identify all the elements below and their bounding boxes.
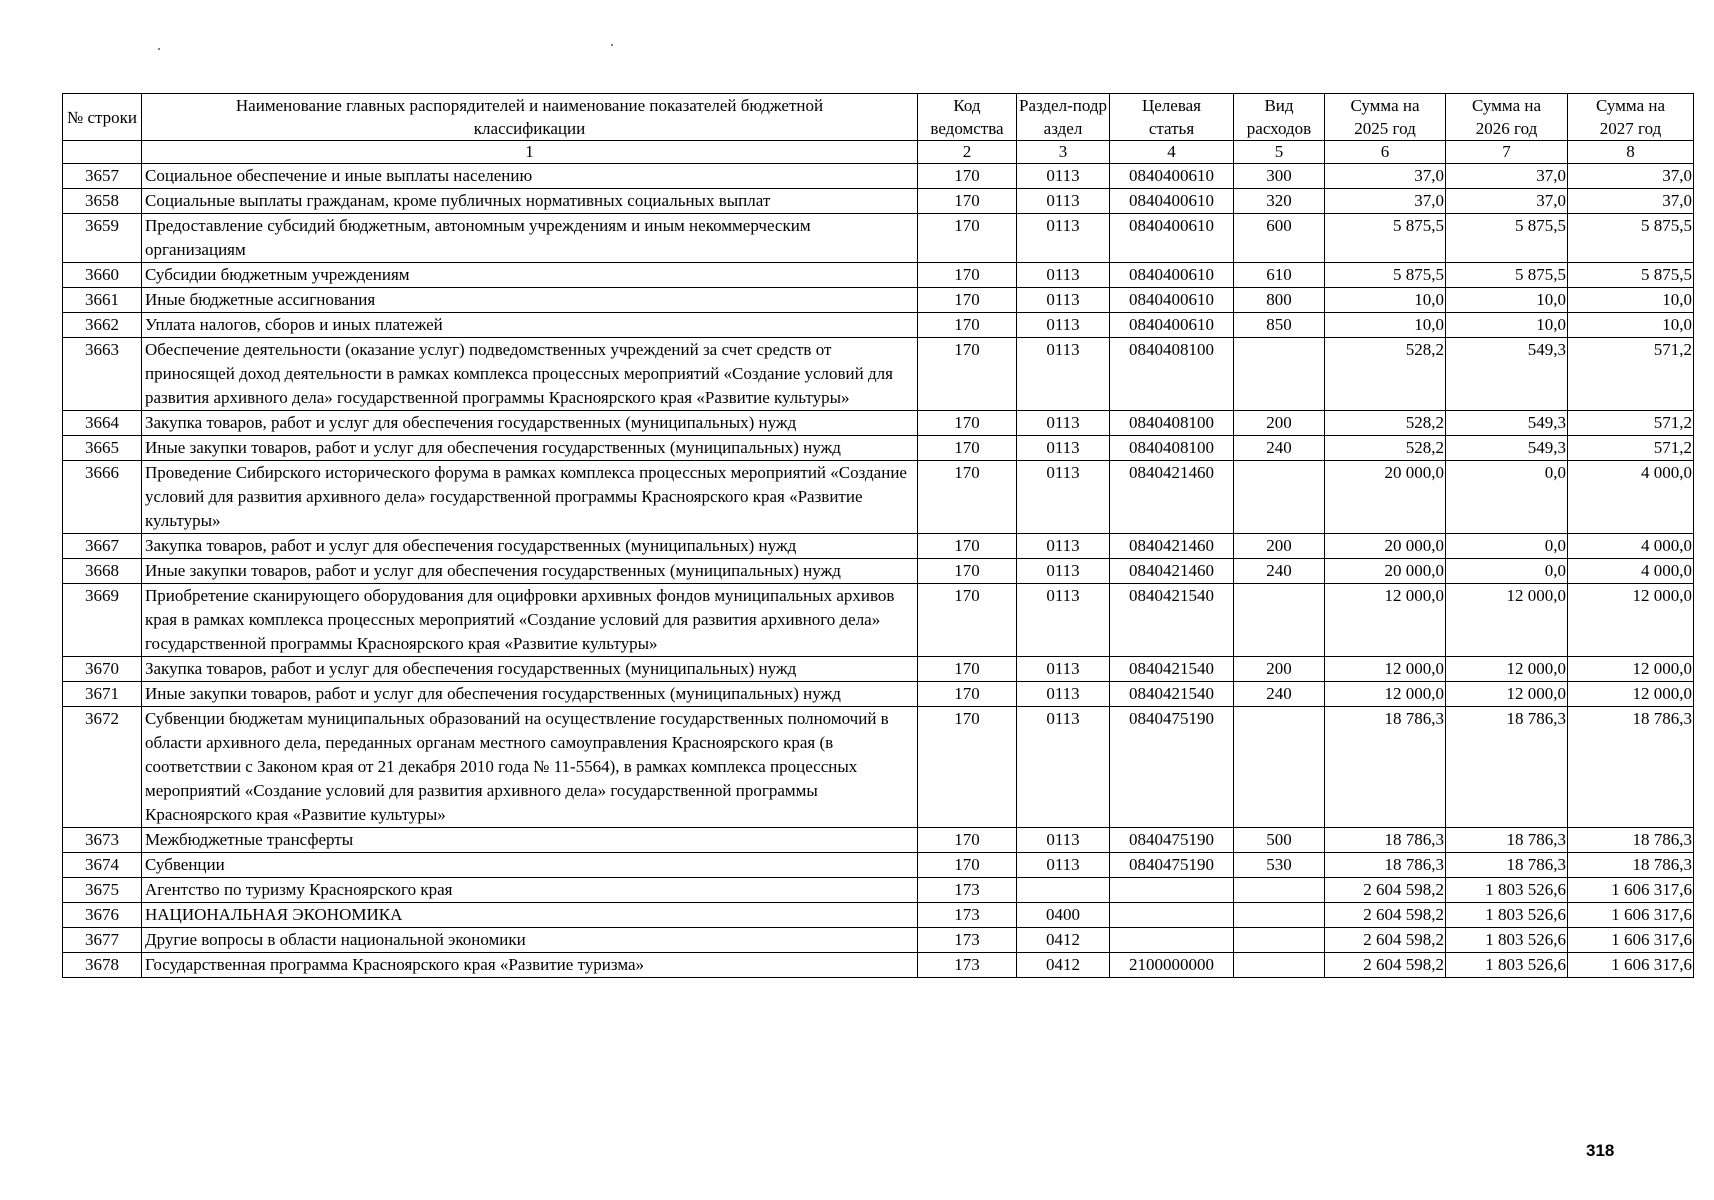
header-row — [63, 94, 1694, 141]
sum-2025-cell: 2 604 598,2 — [1325, 928, 1446, 953]
dept-code-cell: 170 — [918, 828, 1017, 853]
section-cell: 0113 — [1017, 338, 1110, 411]
sum-2025-cell: 20 000,0 — [1325, 559, 1446, 584]
row-number-cell: 3670 — [63, 657, 142, 682]
sum-2026-cell: 37,0 — [1446, 189, 1568, 214]
row-number-cell: 3658 — [63, 189, 142, 214]
section-cell: 0113 — [1017, 189, 1110, 214]
table-row — [63, 903, 1694, 928]
row-number-cell: 3666 — [63, 461, 142, 534]
row-number-cell: 3678 — [63, 953, 142, 978]
expense-type-cell: 240 — [1234, 682, 1325, 707]
table-row — [63, 534, 1694, 559]
expense-type-cell: 610 — [1234, 263, 1325, 288]
sum-2026-cell: 0,0 — [1446, 461, 1568, 534]
row-name-cell: Субвенции бюджетам муниципальных образований на осуществление государственных полномочий в области архивного дела, переданных органам местного самоуправления Красноярского края (в соответствии с Законом края от 21 декабря 2010 года № 11-5564), в рамках комплекса процессных мероприятий «Создание условий для развития архивного дела» государственной программы Красноярского края «Развитие культуры» — [142, 707, 918, 828]
row-name-cell: Приобретение сканирующего оборудования для оцифровки архивных фондов муниципальных архивов края в рамках комплекса процессных мероприятий «Создание условий для развития архивного дела» государственной программы Красноярского края «Развитие культуры» — [142, 584, 918, 657]
table-row — [63, 338, 1694, 411]
column-index-cell: 3 — [1017, 141, 1110, 164]
budget-sheet — [62, 93, 1694, 978]
section-cell: 0113 — [1017, 682, 1110, 707]
target-cell — [1110, 878, 1234, 903]
table-row — [63, 189, 1694, 214]
dept-code-cell: 170 — [918, 338, 1017, 411]
header-sum-2026: Сумма на 2026 год — [1446, 94, 1568, 141]
expense-type-cell — [1234, 953, 1325, 978]
row-name-cell: НАЦИОНАЛЬНАЯ ЭКОНОМИКА — [142, 903, 918, 928]
row-number-cell: 3675 — [63, 878, 142, 903]
expense-type-cell — [1234, 584, 1325, 657]
row-number-cell: 3674 — [63, 853, 142, 878]
target-cell: 0840400610 — [1110, 263, 1234, 288]
row-number-cell: 3672 — [63, 707, 142, 828]
sum-2025-cell: 20 000,0 — [1325, 534, 1446, 559]
row-number-cell: 3660 — [63, 263, 142, 288]
sum-2027-cell: 4 000,0 — [1568, 461, 1694, 534]
target-cell: 0840475190 — [1110, 707, 1234, 828]
table-row — [63, 411, 1694, 436]
column-index-cell — [63, 141, 142, 164]
header-sum-2025: Сумма на 2025 год — [1325, 94, 1446, 141]
sum-2026-cell: 18 786,3 — [1446, 707, 1568, 828]
expense-type-cell — [1234, 878, 1325, 903]
sum-2026-cell: 12 000,0 — [1446, 657, 1568, 682]
column-index-cell: 1 — [142, 141, 918, 164]
section-cell: 0113 — [1017, 584, 1110, 657]
section-cell: 0113 — [1017, 411, 1110, 436]
target-cell: 0840421460 — [1110, 559, 1234, 584]
row-name-cell: Другие вопросы в области национальной экономики — [142, 928, 918, 953]
table-row — [63, 263, 1694, 288]
row-name-cell: Субсидии бюджетным учреждениям — [142, 263, 918, 288]
sum-2026-cell: 1 803 526,6 — [1446, 953, 1568, 978]
dept-code-cell: 170 — [918, 682, 1017, 707]
target-cell: 0840475190 — [1110, 853, 1234, 878]
sum-2026-cell: 37,0 — [1446, 164, 1568, 189]
dept-code-cell: 170 — [918, 534, 1017, 559]
dept-code-cell: 170 — [918, 707, 1017, 828]
section-cell: 0113 — [1017, 707, 1110, 828]
dept-code-cell: 170 — [918, 214, 1017, 263]
sum-2026-cell: 12 000,0 — [1446, 584, 1568, 657]
sum-2027-cell: 18 786,3 — [1568, 853, 1694, 878]
sum-2026-cell: 549,3 — [1446, 338, 1568, 411]
row-name-cell: Иные бюджетные ассигнования — [142, 288, 918, 313]
table-row — [63, 214, 1694, 263]
sum-2025-cell: 2 604 598,2 — [1325, 903, 1446, 928]
target-cell: 2100000000 — [1110, 953, 1234, 978]
table-row — [63, 953, 1694, 978]
dept-code-cell: 170 — [918, 853, 1017, 878]
sum-2026-cell: 5 875,5 — [1446, 214, 1568, 263]
row-name-cell: Государственная программа Красноярского края «Развитие туризма» — [142, 953, 918, 978]
row-name-cell: Предоставление субсидий бюджетным, автономным учреждениям и иным некоммерческим организациям — [142, 214, 918, 263]
row-name-cell: Субвенции — [142, 853, 918, 878]
dept-code-cell: 173 — [918, 878, 1017, 903]
row-name-cell: Закупка товаров, работ и услуг для обеспечения государственных (муниципальных) нужд — [142, 534, 918, 559]
sum-2027-cell: 4 000,0 — [1568, 534, 1694, 559]
sum-2027-cell: 5 875,5 — [1568, 214, 1694, 263]
sum-2025-cell: 18 786,3 — [1325, 707, 1446, 828]
sum-2027-cell: 1 606 317,6 — [1568, 928, 1694, 953]
target-cell — [1110, 903, 1234, 928]
dept-code-cell: 170 — [918, 461, 1017, 534]
section-cell: 0113 — [1017, 214, 1110, 263]
expense-type-cell: 200 — [1234, 411, 1325, 436]
header-dept-code: Код ведомства — [918, 94, 1017, 141]
table-row — [63, 288, 1694, 313]
target-cell: 0840400610 — [1110, 288, 1234, 313]
sum-2026-cell: 0,0 — [1446, 559, 1568, 584]
section-cell: 0113 — [1017, 828, 1110, 853]
row-name-cell: Иные закупки товаров, работ и услуг для обеспечения государственных (муниципальных) нужд — [142, 559, 918, 584]
dept-code-cell: 170 — [918, 263, 1017, 288]
expense-type-cell — [1234, 928, 1325, 953]
sum-2025-cell: 528,2 — [1325, 411, 1446, 436]
target-cell: 0840400610 — [1110, 189, 1234, 214]
section-cell: 0113 — [1017, 164, 1110, 189]
table-row — [63, 828, 1694, 853]
sum-2025-cell: 37,0 — [1325, 189, 1446, 214]
row-name-cell: Обеспечение деятельности (оказание услуг) подведомственных учреждений за счет средств от приносящей доход деятельности в рамках комплекса процессных мероприятий «Создание условий для развития архивного дела» государственной программы Красноярского края «Развитие культуры» — [142, 338, 918, 411]
expense-type-cell: 200 — [1234, 657, 1325, 682]
header-target: Целевая статья — [1110, 94, 1234, 141]
row-number-cell: 3667 — [63, 534, 142, 559]
expense-type-cell: 500 — [1234, 828, 1325, 853]
target-cell: 0840475190 — [1110, 828, 1234, 853]
sum-2025-cell: 5 875,5 — [1325, 263, 1446, 288]
row-number-cell: 3665 — [63, 436, 142, 461]
section-cell: 0113 — [1017, 263, 1110, 288]
row-name-cell: Межбюджетные трансферты — [142, 828, 918, 853]
row-number-cell: 3663 — [63, 338, 142, 411]
table-row — [63, 657, 1694, 682]
section-cell — [1017, 878, 1110, 903]
target-cell: 0840400610 — [1110, 164, 1234, 189]
row-name-cell: Социальное обеспечение и иные выплаты населению — [142, 164, 918, 189]
column-index-cell: 6 — [1325, 141, 1446, 164]
sum-2027-cell: 10,0 — [1568, 288, 1694, 313]
target-cell — [1110, 928, 1234, 953]
column-index-cell: 8 — [1568, 141, 1694, 164]
sum-2026-cell: 1 803 526,6 — [1446, 928, 1568, 953]
target-cell: 0840408100 — [1110, 436, 1234, 461]
sum-2026-cell: 18 786,3 — [1446, 828, 1568, 853]
header-sum-2027: Сумма на 2027 год — [1568, 94, 1694, 141]
table-row — [63, 682, 1694, 707]
row-name-cell: Иные закупки товаров, работ и услуг для обеспечения государственных (муниципальных) нужд — [142, 436, 918, 461]
sum-2027-cell: 571,2 — [1568, 411, 1694, 436]
sum-2026-cell: 0,0 — [1446, 534, 1568, 559]
expense-type-cell: 320 — [1234, 189, 1325, 214]
target-cell: 0840421460 — [1110, 534, 1234, 559]
sum-2025-cell: 12 000,0 — [1325, 682, 1446, 707]
section-cell: 0113 — [1017, 534, 1110, 559]
sum-2027-cell: 1 606 317,6 — [1568, 878, 1694, 903]
expense-type-cell: 850 — [1234, 313, 1325, 338]
sum-2027-cell: 18 786,3 — [1568, 707, 1694, 828]
sum-2027-cell: 12 000,0 — [1568, 682, 1694, 707]
sum-2026-cell: 1 803 526,6 — [1446, 878, 1568, 903]
sum-2026-cell: 5 875,5 — [1446, 263, 1568, 288]
table-row — [63, 559, 1694, 584]
sum-2027-cell: 10,0 — [1568, 313, 1694, 338]
dept-code-cell: 170 — [918, 436, 1017, 461]
sum-2025-cell: 10,0 — [1325, 288, 1446, 313]
sum-2027-cell: 5 875,5 — [1568, 263, 1694, 288]
table-row — [63, 436, 1694, 461]
section-cell: 0412 — [1017, 953, 1110, 978]
dept-code-cell: 170 — [918, 313, 1017, 338]
section-cell: 0113 — [1017, 313, 1110, 338]
row-number-cell: 3676 — [63, 903, 142, 928]
sum-2025-cell: 2 604 598,2 — [1325, 878, 1446, 903]
target-cell: 0840421460 — [1110, 461, 1234, 534]
sum-2027-cell: 37,0 — [1568, 164, 1694, 189]
dept-code-cell: 173 — [918, 953, 1017, 978]
sum-2027-cell: 18 786,3 — [1568, 828, 1694, 853]
column-index-cell: 4 — [1110, 141, 1234, 164]
row-number-cell: 3662 — [63, 313, 142, 338]
sum-2025-cell: 18 786,3 — [1325, 853, 1446, 878]
dept-code-cell: 173 — [918, 928, 1017, 953]
expense-type-cell: 530 — [1234, 853, 1325, 878]
table-row — [63, 461, 1694, 534]
sum-2025-cell: 12 000,0 — [1325, 657, 1446, 682]
sum-2026-cell: 18 786,3 — [1446, 853, 1568, 878]
row-name-cell: Проведение Сибирского исторического форума в рамках комплекса процессных мероприятий «Создание условий для развития архивного дела» государственной программы Красноярского края «Развитие культуры» — [142, 461, 918, 534]
sum-2026-cell: 549,3 — [1446, 411, 1568, 436]
row-number-cell: 3657 — [63, 164, 142, 189]
sum-2026-cell: 10,0 — [1446, 288, 1568, 313]
table-row — [63, 878, 1694, 903]
sum-2026-cell: 10,0 — [1446, 313, 1568, 338]
table-row — [63, 313, 1694, 338]
row-name-cell: Агентство по туризму Красноярского края — [142, 878, 918, 903]
row-number-cell: 3673 — [63, 828, 142, 853]
row-number-cell: 3668 — [63, 559, 142, 584]
header-row-no: № строки — [63, 94, 142, 141]
expense-type-cell — [1234, 903, 1325, 928]
dept-code-cell: 170 — [918, 288, 1017, 313]
section-cell: 0113 — [1017, 461, 1110, 534]
row-name-cell: Уплата налогов, сборов и иных платежей — [142, 313, 918, 338]
header-expense-type: Вид расходов — [1234, 94, 1325, 141]
expense-type-cell: 240 — [1234, 559, 1325, 584]
sum-2025-cell: 18 786,3 — [1325, 828, 1446, 853]
table-row — [63, 584, 1694, 657]
dept-code-cell: 170 — [918, 164, 1017, 189]
target-cell: 0840408100 — [1110, 411, 1234, 436]
sum-2027-cell: 571,2 — [1568, 338, 1694, 411]
sum-2025-cell: 10,0 — [1325, 313, 1446, 338]
sum-2025-cell: 12 000,0 — [1325, 584, 1446, 657]
row-number-cell: 3669 — [63, 584, 142, 657]
sum-2026-cell: 12 000,0 — [1446, 682, 1568, 707]
sum-2027-cell: 1 606 317,6 — [1568, 903, 1694, 928]
expense-type-cell — [1234, 707, 1325, 828]
expense-type-cell: 240 — [1234, 436, 1325, 461]
section-cell: 0113 — [1017, 853, 1110, 878]
expense-type-cell: 600 — [1234, 214, 1325, 263]
dept-code-cell: 173 — [918, 903, 1017, 928]
column-index-cell: 5 — [1234, 141, 1325, 164]
target-cell: 0840400610 — [1110, 313, 1234, 338]
table-row — [63, 707, 1694, 828]
target-cell: 0840421540 — [1110, 682, 1234, 707]
row-name-cell: Закупка товаров, работ и услуг для обеспечения государственных (муниципальных) нужд — [142, 657, 918, 682]
section-cell: 0113 — [1017, 436, 1110, 461]
sum-2027-cell: 4 000,0 — [1568, 559, 1694, 584]
sum-2025-cell: 37,0 — [1325, 164, 1446, 189]
table-row — [63, 853, 1694, 878]
row-number-cell: 3661 — [63, 288, 142, 313]
dept-code-cell: 170 — [918, 411, 1017, 436]
section-cell: 0113 — [1017, 559, 1110, 584]
sum-2027-cell: 37,0 — [1568, 189, 1694, 214]
row-number-cell: 3671 — [63, 682, 142, 707]
expense-type-cell — [1234, 338, 1325, 411]
expense-type-cell: 800 — [1234, 288, 1325, 313]
row-name-cell: Иные закупки товаров, работ и услуг для обеспечения государственных (муниципальных) нужд — [142, 682, 918, 707]
row-number-cell: 3659 — [63, 214, 142, 263]
target-cell: 0840421540 — [1110, 657, 1234, 682]
expense-type-cell: 200 — [1234, 534, 1325, 559]
header-section: Раздел-подраздел — [1017, 94, 1110, 141]
target-cell: 0840408100 — [1110, 338, 1234, 411]
sum-2027-cell: 1 606 317,6 — [1568, 953, 1694, 978]
sum-2026-cell: 1 803 526,6 — [1446, 903, 1568, 928]
table-row — [63, 928, 1694, 953]
sum-2025-cell: 5 875,5 — [1325, 214, 1446, 263]
column-index-cell: 2 — [918, 141, 1017, 164]
sum-2027-cell: 12 000,0 — [1568, 657, 1694, 682]
page-number: 318 — [1586, 1141, 1615, 1160]
header-name: Наименование главных распорядителей и наименование показателей бюджетной классификации — [142, 94, 918, 141]
row-number-cell: 3664 — [63, 411, 142, 436]
sum-2025-cell: 20 000,0 — [1325, 461, 1446, 534]
section-cell: 0400 — [1017, 903, 1110, 928]
dept-code-cell: 170 — [918, 657, 1017, 682]
section-cell: 0113 — [1017, 288, 1110, 313]
sum-2025-cell: 2 604 598,2 — [1325, 953, 1446, 978]
row-name-cell: Социальные выплаты гражданам, кроме публичных нормативных социальных выплат — [142, 189, 918, 214]
dept-code-cell: 170 — [918, 584, 1017, 657]
column-index-row — [63, 141, 1694, 164]
target-cell: 0840400610 — [1110, 214, 1234, 263]
sum-2025-cell: 528,2 — [1325, 436, 1446, 461]
table-row — [63, 164, 1694, 189]
sum-2027-cell: 571,2 — [1568, 436, 1694, 461]
row-number-cell: 3677 — [63, 928, 142, 953]
dept-code-cell: 170 — [918, 559, 1017, 584]
budget-table — [62, 93, 1694, 978]
section-cell: 0113 — [1017, 657, 1110, 682]
expense-type-cell: 300 — [1234, 164, 1325, 189]
column-index-cell: 7 — [1446, 141, 1568, 164]
target-cell: 0840421540 — [1110, 584, 1234, 657]
sum-2026-cell: 549,3 — [1446, 436, 1568, 461]
sum-2025-cell: 528,2 — [1325, 338, 1446, 411]
section-cell: 0412 — [1017, 928, 1110, 953]
dept-code-cell: 170 — [918, 189, 1017, 214]
row-name-cell: Закупка товаров, работ и услуг для обеспечения государственных (муниципальных) нужд — [142, 411, 918, 436]
expense-type-cell — [1234, 461, 1325, 534]
sum-2027-cell: 12 000,0 — [1568, 584, 1694, 657]
